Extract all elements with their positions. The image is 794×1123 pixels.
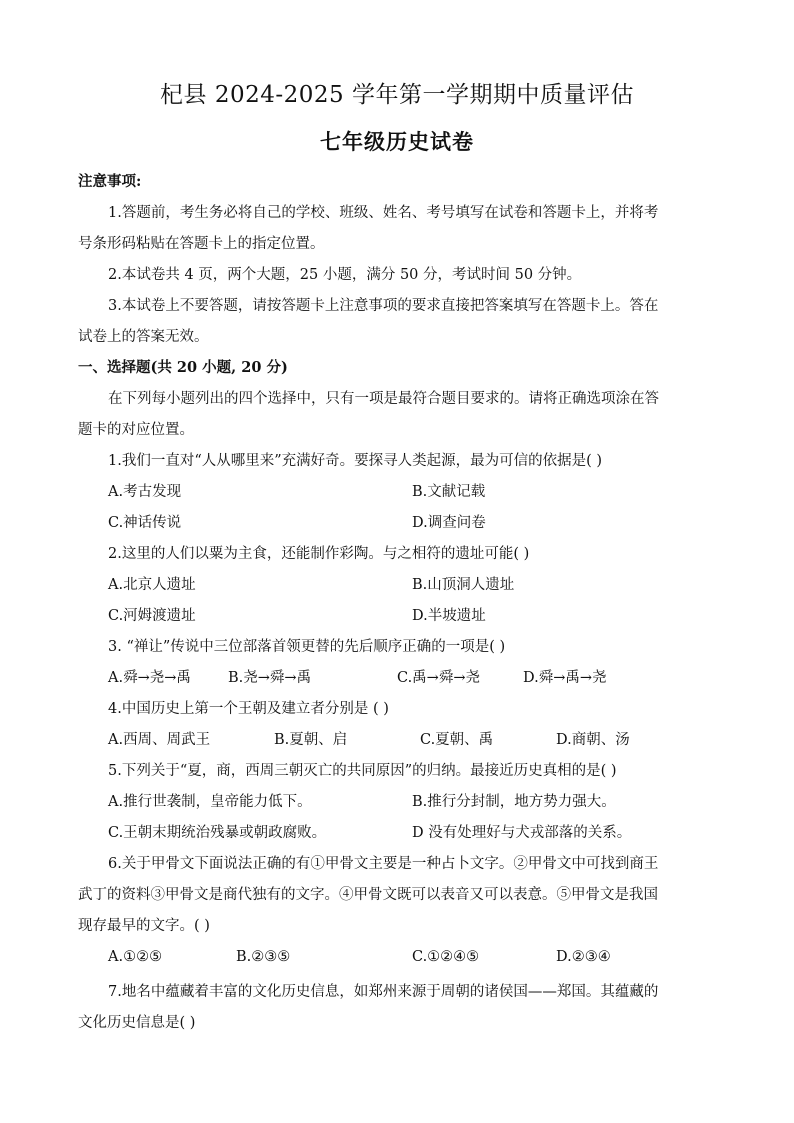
notice-heading: 注意事项: [78, 173, 142, 190]
question-4-stem: 4.中国历史上第一个王朝及建立者分别是 ( ) [108, 701, 389, 717]
q4-option-b: B.夏朝、启 [274, 732, 348, 748]
exam-title: 杞县 2024-2025 学年第一学期期中质量评估 [160, 82, 634, 108]
q2-option-a: A.北京人遗址 [108, 577, 196, 593]
q5-option-d: D 没有处理好与犬戎部落的关系。 [412, 825, 632, 841]
question-6-stem: 6.关于甲骨文下面说法正确的有①甲骨文主要是一种占卜文字。②甲骨文中可找到商王 [108, 856, 659, 872]
q3-option-d: D.舜→禹→尧 [523, 670, 607, 686]
q3-option-c: C.禹→舜→尧 [397, 670, 480, 686]
q4-option-d: D.商朝、汤 [556, 732, 630, 748]
notice-item-1-cont: 号条形码粘贴在答题卡上的指定位置。 [78, 236, 325, 252]
question-6-stem-end: 现存最早的文字。( ) [78, 918, 210, 934]
notice-item-2: 2.本试卷共 4 页，两个大题，25 小题，满分 50 分，考试时间 50 分钟。 [108, 267, 582, 283]
q1-option-c: C.神话传说 [108, 515, 182, 531]
question-2-stem: 2.这里的人们以粟为主食，还能制作彩陶。与之相符的遗址可能( ) [108, 546, 530, 562]
question-5-stem: 5.下列关于“夏，商，西周三朝灭亡的共同原因”的归纳。最接近历史真相的是( ) [108, 763, 617, 779]
q5-option-a: A.推行世袭制，皇帝能力低下。 [108, 794, 312, 810]
q3-option-a: A.舜→尧→禹 [108, 670, 191, 686]
q4-option-a: A.西周、周武王 [108, 732, 211, 748]
section-intro-cont: 题卡的对应位置。 [78, 422, 194, 438]
q5-option-c: C.王朝末期统治残暴或朝政腐败。 [108, 825, 327, 841]
q6-option-d: D.②③④ [556, 949, 611, 965]
question-7-stem-cont: 文化历史信息是( ) [78, 1015, 196, 1031]
question-7-stem: 7.地名中蕴藏着丰富的文化历史信息，如郑州来源于周朝的诸侯国——郑国。其蕴藏的 [108, 984, 659, 1000]
section-intro: 在下列每小题列出的四个选择中，只有一项是最符合题目要求的。请将正确选项涂在答 [108, 391, 659, 407]
q3-option-b: B.尧→舜→禹 [228, 670, 312, 686]
section-heading: 一、选择题(共 20 小题, 20 分) [78, 359, 288, 376]
q1-option-d: D.调查问卷 [412, 515, 486, 531]
notice-item-3: 3.本试卷上不要答题，请按答题卡上注意事项的要求直接把答案填写在答题卡上。答在 [108, 298, 659, 314]
notice-item-1: 1.答题前，考生务必将自己的学校、班级、姓名、考号填写在试卷和答题卡上，并将考 [108, 205, 659, 221]
q6-option-c: C.①②④⑤ [412, 949, 480, 965]
q6-option-a: A.①②⑤ [108, 949, 163, 965]
question-3-stem: 3. “禅让”传说中三位部落首领更替的先后顺序正确的一项是( ) [108, 639, 506, 655]
notice-item-3-cont: 试卷上的答案无效。 [78, 329, 209, 345]
question-1-stem: 1.我们一直对“人从哪里来”充满好奇。要探寻人类起源，最为可信的依据是( ) [108, 453, 603, 469]
q5-option-b: B.推行分封制，地方势力强大。 [412, 794, 616, 810]
q2-option-c: C.河姆渡遗址 [108, 608, 196, 624]
q2-option-b: B.山顶洞人遗址 [412, 577, 515, 593]
q1-option-b: B.文献记载 [412, 484, 486, 500]
q2-option-d: D.半坡遗址 [412, 608, 486, 624]
q6-option-b: B.②③⑤ [236, 949, 291, 965]
q1-option-a: A.考古发现 [108, 484, 182, 500]
question-6-stem-cont: 武丁的资料③甲骨文是商代独有的文字。④甲骨文既可以表音又可以表意。⑤甲骨文是我国 [78, 887, 658, 903]
exam-subtitle: 七年级历史试卷 [320, 129, 474, 154]
q4-option-c: C.夏朝、禹 [420, 732, 494, 748]
